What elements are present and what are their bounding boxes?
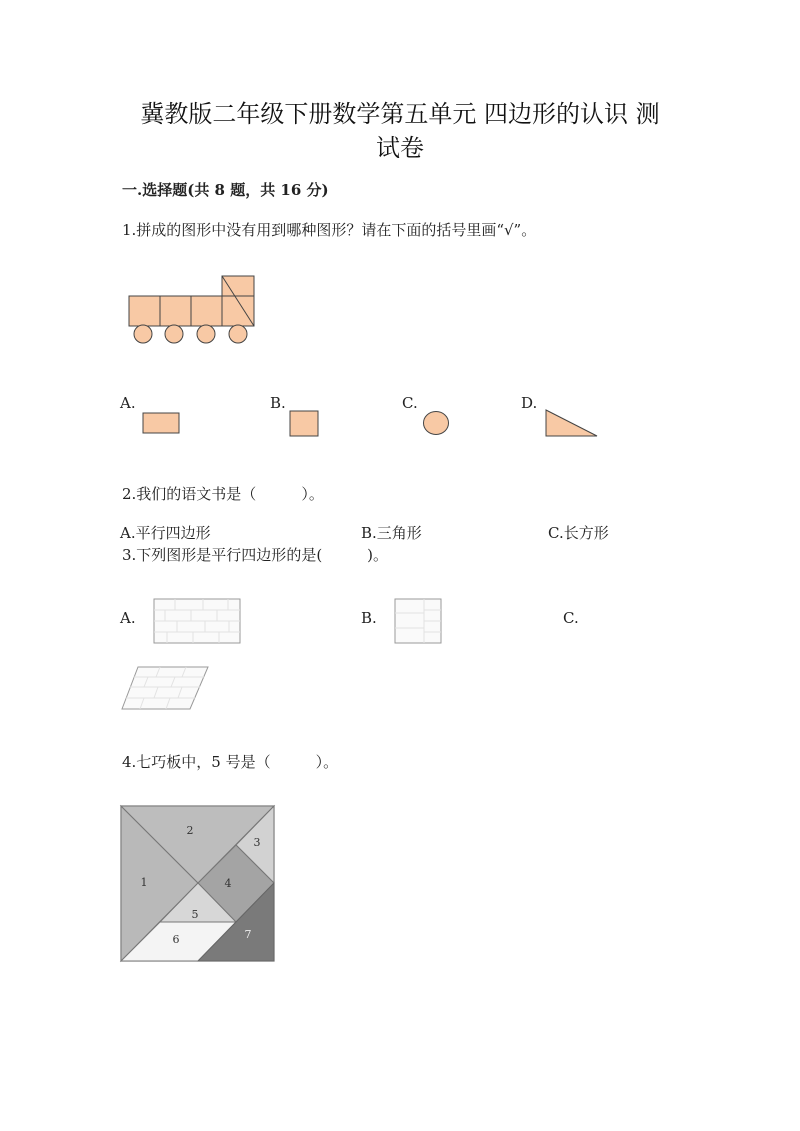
- section-heading: 一.选择题(共 8 题，共 16 分): [122, 181, 329, 199]
- q3-option-b-label: B.: [361, 609, 377, 627]
- q3-option-c-parallelogram: [120, 665, 210, 711]
- tangram-label-5: 5: [191, 908, 199, 921]
- tangram-label-2: 2: [186, 824, 194, 837]
- q3-option-c-label: C.: [563, 609, 579, 627]
- question-2-text: 2.我们的语文书是（ ）。: [122, 485, 324, 503]
- question-3-text: 3.下列图形是平行四边形的是( )。: [122, 546, 389, 564]
- q4-tangram-figure: [120, 805, 276, 963]
- q2-option-c: C.长方形: [548, 524, 609, 542]
- q1-train-figure: [126, 272, 258, 348]
- q3-option-a-label: A.: [120, 609, 136, 627]
- q2-option-a: A.平行四边形: [120, 524, 211, 542]
- q1-option-a-label: A.: [120, 394, 136, 412]
- tangram-label-1: 1: [140, 876, 148, 889]
- q2-option-b: B.三角形: [361, 524, 422, 542]
- q1-option-d-label: D.: [521, 394, 538, 412]
- q1-option-d-triangle: [544, 408, 600, 438]
- page-title-line1: 冀教版二年级下册数学第五单元 四边形的认识 测: [140, 100, 660, 128]
- q3-option-a-brick-rectangle: [153, 598, 241, 644]
- tangram-label-6: 6: [172, 933, 180, 946]
- page-title-line2: 试卷: [376, 134, 424, 162]
- q1-option-b-label: B.: [270, 394, 286, 412]
- q1-option-c-label: C.: [402, 394, 418, 412]
- q3-option-b-brick-square: [394, 598, 442, 644]
- q1-option-a-rectangle: [142, 412, 180, 434]
- question-1-text: 1.拼成的图形中没有用到哪种图形？请在下面的括号里画“√”。: [122, 221, 537, 239]
- tangram-label-4: 4: [224, 877, 232, 890]
- question-4-text: 4.七巧板中，5 号是（ ）。: [122, 753, 339, 771]
- q1-option-c-circle: [422, 410, 450, 436]
- tangram-label-3: 3: [253, 836, 261, 849]
- q1-option-b-square: [289, 410, 319, 437]
- tangram-label-7: 7: [244, 928, 252, 941]
